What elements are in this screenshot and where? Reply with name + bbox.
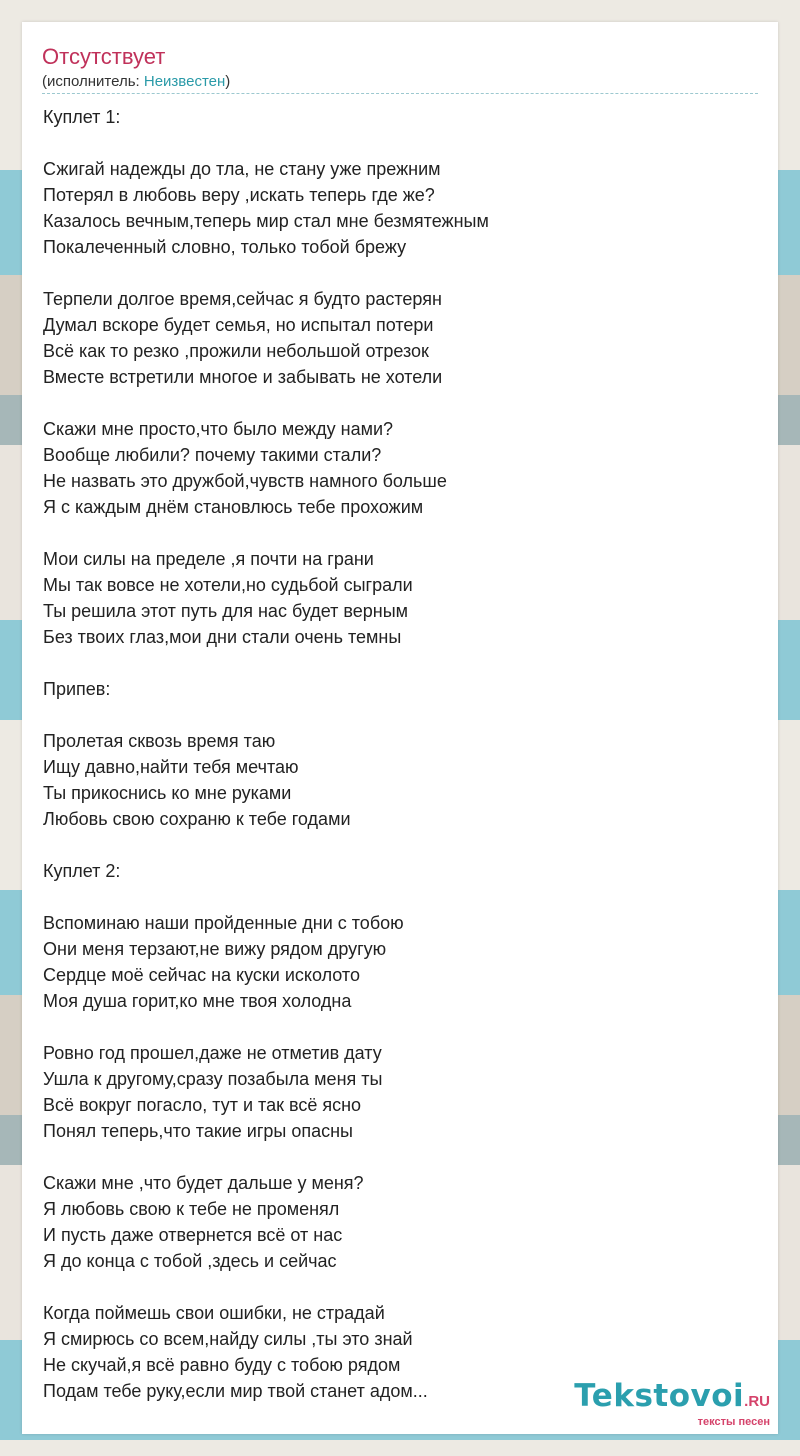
site-logo[interactable] <box>574 1378 770 1428</box>
lyric-line: Вместе встретили многое и забывать не хотели <box>43 367 443 387</box>
performer-link[interactable]: Неизвестен <box>143 73 226 90</box>
lyric-line: И пусть даже отвернется всё от нас <box>43 1225 343 1245</box>
performer-line <box>42 73 230 90</box>
lyric-line: Когда поймешь свои ошибки, не страдай <box>43 1303 385 1323</box>
lyric-line: Припев: <box>43 679 111 699</box>
lyric-line: Скажи мне ,что будет дальше у меня? <box>43 1173 364 1193</box>
lyric-line: Всё как то резко ,прожили небольшой отрезок <box>43 341 429 361</box>
lyric-line: Мы так вовсе не хотели,но судьбой сыграли <box>43 575 413 595</box>
lyric-line: Пролетая сквозь время таю <box>43 731 276 751</box>
title-divider <box>42 93 758 94</box>
lyric-line: Сжигай надежды до тла, не стану уже прежним <box>43 159 441 179</box>
blank-line <box>43 1144 489 1170</box>
blank-line <box>43 832 489 858</box>
blank-line <box>43 520 489 546</box>
performer-prefix: (исполнитель: <box>42 73 144 90</box>
lyric-line: Думал вскоре будет семья, но испытал потери <box>43 315 434 335</box>
blank-line <box>43 884 489 910</box>
lyric-line: Я до конца с тобой ,здесь и сейчас <box>43 1251 337 1271</box>
lyric-line: Вообще любили? почему такими стали? <box>43 445 382 465</box>
lyric-line: Подам тебе руку,если мир твой станет адом... <box>43 1381 428 1401</box>
lyric-line: Ты решила этот путь для нас будет верным <box>43 601 409 621</box>
blank-line <box>43 130 489 156</box>
lyric-line: Они меня терзают,не вижу рядом другую <box>43 939 387 959</box>
lyric-line: Моя душа горит,ко мне твоя холодна <box>43 991 352 1011</box>
lyric-line: Ты прикоснись ко мне руками <box>43 783 292 803</box>
blank-line <box>43 1014 489 1040</box>
lyric-line: Потерял в любовь веру ,искать теперь где же? <box>43 185 435 205</box>
lyric-line: Ровно год прошел,даже не отметив дату <box>43 1043 382 1063</box>
lyric-line: Без твоих глаз,мои дни стали очень темны <box>43 627 402 647</box>
blank-line <box>43 390 489 416</box>
blank-line <box>43 260 489 286</box>
song-title: Отсутствует <box>42 44 166 69</box>
lyrics-text <box>43 104 489 1404</box>
lyric-line: Не скучай,я всё равно буду с тобою рядом <box>43 1355 401 1375</box>
lyric-line: Казалось вечным,теперь мир стал мне безмятежным <box>43 211 489 231</box>
lyric-line: Терпели долгое время,сейчас я будто растерян <box>43 289 442 309</box>
logo-word: Tekstovoi <box>574 1378 745 1414</box>
performer-suffix: ) <box>225 73 231 90</box>
lyric-line: Куплет 2: <box>43 861 121 881</box>
logo-domain: .RU <box>744 1393 770 1410</box>
lyric-line: Ушла к другому,сразу позабыла меня ты <box>43 1069 383 1089</box>
blank-line <box>43 1274 489 1300</box>
lyric-line: Вспоминаю наши пройденные дни с тобою <box>43 913 404 933</box>
lyric-line: Не назвать это дружбой,чувств намного больше <box>43 471 447 491</box>
lyric-line: Покалеченный словно, только тобой брежу <box>43 237 407 257</box>
lyric-line: Куплет 1: <box>43 107 121 127</box>
blank-line <box>43 702 489 728</box>
logo-tagline: тексты песен <box>697 1416 770 1428</box>
lyric-line: Сердце моё сейчас на куски исколото <box>43 965 360 985</box>
lyric-line: Скажи мне просто,что было между нами? <box>43 419 394 439</box>
lyric-line: Я смирюсь со всем,найду силы ,ты это знай <box>43 1329 413 1349</box>
logo-wordmark <box>574 1378 770 1420</box>
lyric-line: Я с каждым днём становлюсь тебе прохожим <box>43 497 424 517</box>
lyric-line: Я любовь свою к тебе не променял <box>43 1199 340 1219</box>
lyric-line: Всё вокруг погасло, тут и так всё ясно <box>43 1095 362 1115</box>
lyric-line: Ищу давно,найти тебя мечтаю <box>43 757 299 777</box>
blank-line <box>43 650 489 676</box>
lyric-line: Любовь свою сохраню к тебе годами <box>43 809 351 829</box>
lyrics-card <box>22 22 778 1434</box>
lyric-line: Понял теперь,что такие игры опасны <box>43 1121 353 1141</box>
lyric-line: Мои силы на пределе ,я почти на грани <box>43 549 374 569</box>
